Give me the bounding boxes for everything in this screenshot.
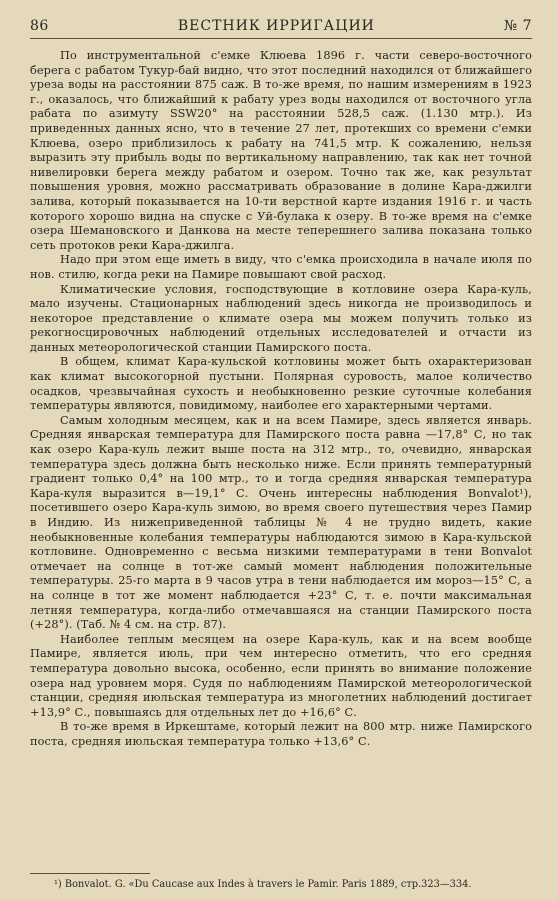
paragraph: В общем, климат Кара-кульской котловины может быть охарактеризован как климат высокогорной пустыни. Полярная суровость, малое количество осадков, чрезвычайная сухость и необыкновенно резкие суточные колебания температуры являются, повидимому, наиболее его характерными чертами.: [30, 355, 532, 413]
paragraph: Наиболее теплым месяцем на озере Кара-куль, как и на всем вообще Памире, является июль, при чем интересно отметить, что его средняя температура довольно высока, особенно, если принять во внимание положение озера над уровнем моря. Судя по наблюдениям Памирской метеорологической станции, средняя июльская температура из многолетних наблюдений достигает +13,9° С., повышаясь для отдельных лет до +16,6° С.: [30, 632, 532, 719]
issue-number: № 7: [503, 18, 532, 34]
footnote-divider: [30, 873, 150, 874]
journal-title: ВЕСТНИК ИРРИГАЦИИ: [177, 18, 375, 34]
paragraph: Надо при этом еще иметь в виду, что с'емка происходила в начале июля по нов. стилю, когда реки на Памире повышают свой расход.: [30, 253, 532, 281]
paragraph: Самым холодным месяцем, как и на всем Памире, здесь является январь. Средняя январская температура для Памирского поста равна —17,8° С, но так как озеро Кара-куль лежит выше поста на 312 мтр., то, очевидно, январская температура здесь должна быть несколько ниже. Если принять температурный градиент только 0,4° на 100 мтр., то и тогда средняя январская температура Кара-куля выразится в—19,1° С. Очень интересны наблюдения Bonvalot¹), посетившего озеро Кара-куль зимою, во время своего путешествия через Памир в Индию. Из нижеприведенной таблицы № 4 не трудно видеть, какие необыкновенные колебания температуры наблюдаются зимою в Кара-кульской котловине. Одновременно с весьма низкими температурами в тени Bonvalot отмечает на солнце в тот-же самый момент наблюдения положительные температуры. 25-го марта в 9 часов утра в тени наблюдается им мороз—15° С, а на солнце в тот же момент наблюдается +23° С, т. е. почти максимальная летняя температура, когда-либо отмечавшаяся на станции Памирского поста (+28°). (Таб. № 4 см. на стр. 87).: [30, 413, 532, 632]
paragraph: В то-же время в Иркештаме, который лежит на 800 мтр. ниже Памирского поста, средняя июльская температура только +13,6° С.: [30, 720, 532, 748]
paragraph: По инструментальной с'емке Клюева 1896 г. части северо-восточного берега с рабатом Тукур-бай видно, что этот последний находился от ближайшего уреза воды на расстоянии 875 саж. В то-же время, по нашим измерениям в 1923 г., оказалось, что ближайший к рабату урез воды находился от восточного угла рабата по азимуту SSW20° на расстоянии 528,5 саж. (1.130 мтр.). Из приведенных данных ясно, что в течение 27 лет, протекших со времени с'емки Клюева, озеро приблизилось к рабату на 741,5 мтр. К сожалению, нельзя выразить эту прибыль воды по вертикальному направлению, так как нет точной нивелировки берега между рабатом и озером. Точно так же, как результат повышения уровня, можно рассматривать образование в долине Кара-джилги залива, который показывается на 10-ти верстной карте издания 1916 г. и часть которого хорошо видна на спуске с Уй-булака к озеру. В то-же время на с'емке озера Шемановского и Данкова на месте теперешнего залива показана только сеть протоков реки Кара-джилга.: [30, 49, 532, 252]
article-body: [30, 49, 532, 750]
footnote: ¹) Bonvalot. G. «Du Caucase aux Indes à travers le Pamir. Paris 1889, стр.323—334.: [54, 879, 472, 890]
paragraph: Климатические условия, господствующие в котловине озера Кара-куль, мало изучены. Стационарных наблюдений здесь никогда не производилось и некоторое представление о климате озера мы можем получить только из рекогносцировочных наблюдений отдельных исследователей и отчасти из данных метеорологической станции Памирского поста.: [30, 282, 532, 354]
page-header: [30, 18, 532, 39]
page-number: 86: [30, 18, 49, 34]
